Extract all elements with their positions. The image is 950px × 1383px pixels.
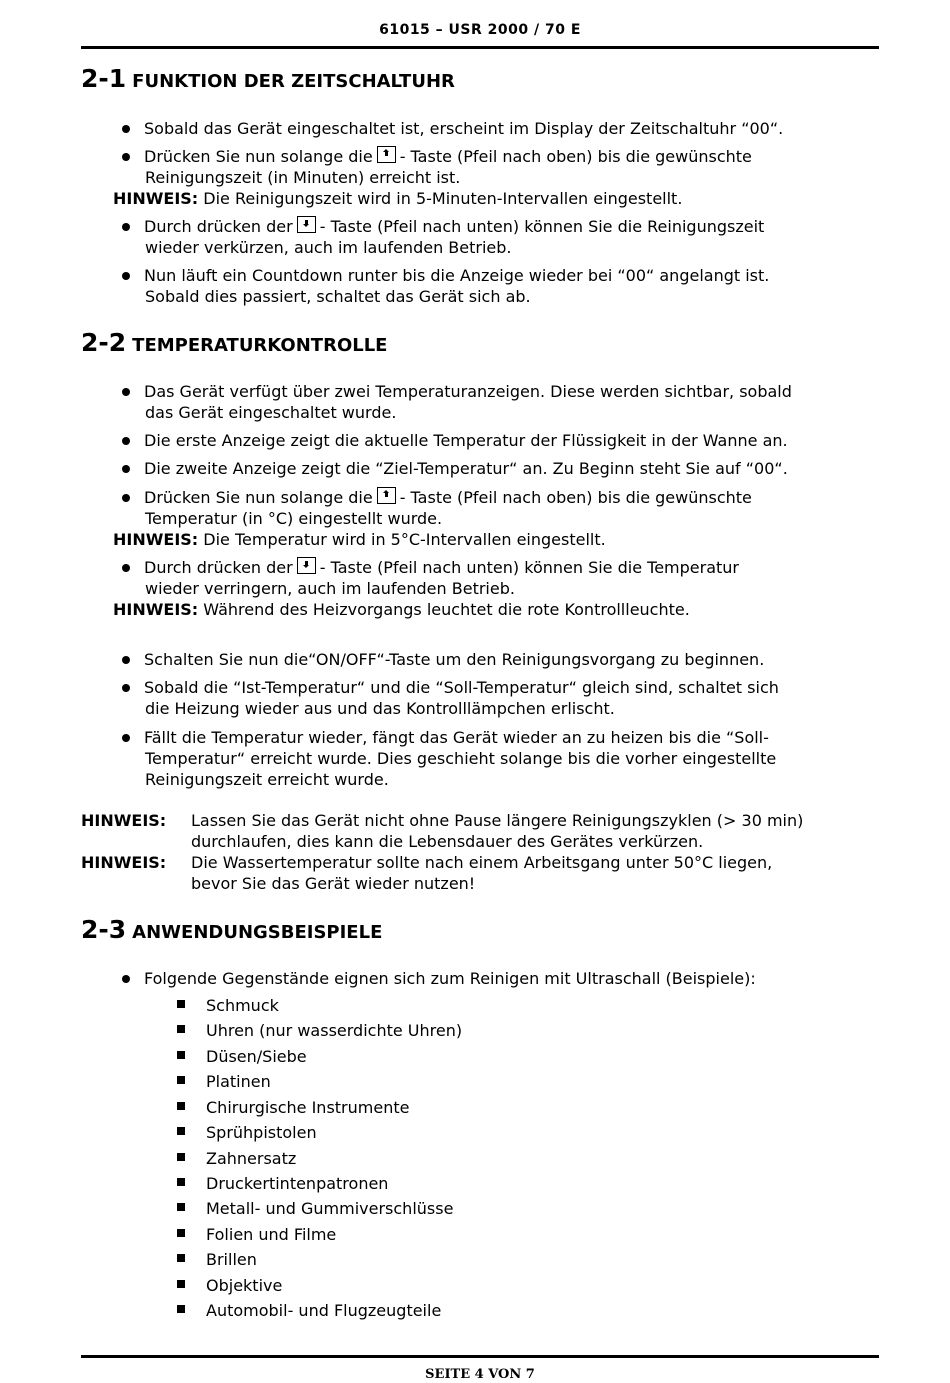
example-item: Metall- und Gummiverschlüsse <box>177 1198 453 1219</box>
bullet-icon <box>122 975 130 983</box>
list-item: Fällt die Temperatur wieder, fängt das Gerät wieder an zu heizen bis die “Soll- Temperatur“ erreicht wurde. Dies geschieht solange bis die vorher eingestellte Reinigungszeit erreicht wurde. <box>122 727 882 790</box>
list-item: Drücken Sie nun solange die - Taste (Pfeil nach oben) bis die gewünschte Temperatur (in °C) eingestellt wurde. <box>122 487 882 529</box>
note: HINWEIS: Die Reinigungszeit wird in 5-Minuten-Intervallen eingestellt. <box>113 189 683 208</box>
square-bullet-icon <box>177 1153 185 1161</box>
square-bullet-icon <box>177 1280 185 1288</box>
list-item: Durch drücken der - Taste (Pfeil nach unten) können Sie die Reinigungszeit wieder verkürzen, auch im laufenden Betrieb. <box>122 216 882 258</box>
header-rule <box>81 46 879 49</box>
document-header: 61015 – USR 2000 / 70 E <box>379 22 581 38</box>
square-bullet-icon <box>177 1203 185 1211</box>
section-title: ANWENDUNGSBEISPIELE <box>132 922 383 943</box>
square-bullet-icon <box>177 1051 185 1059</box>
list-item: Sobald das Gerät eingeschaltet ist, erscheint im Display der Zeitschaltuhr “00“. <box>122 118 882 139</box>
square-bullet-icon <box>177 1305 185 1313</box>
square-bullet-icon <box>177 1025 185 1033</box>
example-item: Zahnersatz <box>177 1148 296 1169</box>
section-number: 2-2 <box>81 328 127 357</box>
example-item: Chirurgische Instrumente <box>177 1097 409 1118</box>
example-item: Automobil- und Flugzeugteile <box>177 1300 441 1321</box>
list-item: Schalten Sie nun die“ON/OFF“-Taste um den Reinigungsvorgang zu beginnen. <box>122 649 882 670</box>
square-bullet-icon <box>177 1229 185 1237</box>
example-item: Folien und Filme <box>177 1224 336 1245</box>
example-item: Schmuck <box>177 995 279 1016</box>
note: HINWEIS: Die Temperatur wird in 5°C-Intervallen eingestellt. <box>113 530 606 549</box>
bullet-icon <box>122 272 130 280</box>
example-item: Sprühpistolen <box>177 1122 317 1143</box>
section-number: 2-3 <box>81 915 127 944</box>
arrow-down-key-icon <box>297 216 316 233</box>
bullet-icon <box>122 684 130 692</box>
bullet-icon <box>122 437 130 445</box>
bullet-icon <box>122 734 130 742</box>
square-bullet-icon <box>177 1254 185 1262</box>
square-bullet-icon <box>177 1076 185 1084</box>
square-bullet-icon <box>177 1000 185 1008</box>
bullet-icon <box>122 125 130 133</box>
bullet-icon <box>122 465 130 473</box>
example-item: Platinen <box>177 1071 271 1092</box>
list-item: Die erste Anzeige zeigt die aktuelle Temperatur der Flüssigkeit in der Wanne an. <box>122 430 882 451</box>
list-item: Nun läuft ein Countdown runter bis die Anzeige wieder bei “00“ angelangt ist. Sobald dies passiert, schaltet das Gerät sich ab. <box>122 265 882 307</box>
arrow-up-key-icon <box>377 487 396 504</box>
list-item: Die zweite Anzeige zeigt die “Ziel-Temperatur“ an. Zu Beginn steht Sie auf “00“. <box>122 458 882 479</box>
section-heading-2-2 <box>81 328 387 357</box>
arrow-down-key-icon <box>297 557 316 574</box>
bullet-icon <box>122 223 130 231</box>
warning-note: HINWEIS: Lassen Sie das Gerät nicht ohne Pause längere Reinigungszyklen (> 30 min) durchlaufen, dies kann die Lebensdauer des Gerätes verkürzen. <box>81 811 804 851</box>
bullet-icon <box>122 656 130 664</box>
square-bullet-icon <box>177 1102 185 1110</box>
section-heading-2-3 <box>81 915 382 944</box>
bullet-icon <box>122 494 130 502</box>
bullet-icon <box>122 564 130 572</box>
example-item: Objektive <box>177 1275 282 1296</box>
section-heading-2-1 <box>81 64 455 93</box>
bullet-icon <box>122 153 130 161</box>
list-item: Das Gerät verfügt über zwei Temperaturanzeigen. Diese werden sichtbar, sobald das Gerät eingeschaltet wurde. <box>122 381 882 423</box>
list-item: Folgende Gegenstände eignen sich zum Reinigen mit Ultraschall (Beispiele): <box>122 968 882 989</box>
arrow-up-key-icon <box>377 146 396 163</box>
square-bullet-icon <box>177 1127 185 1135</box>
list-item: Durch drücken der - Taste (Pfeil nach unten) können Sie die Temperatur wieder verringern, auch im laufenden Betrieb. <box>122 557 882 599</box>
example-item: Brillen <box>177 1249 257 1270</box>
list-item: Drücken Sie nun solange die - Taste (Pfeil nach oben) bis die gewünschte Reinigungszeit (in Minuten) erreicht ist. <box>122 146 882 188</box>
list-item: Sobald die “Ist-Temperatur“ und die “Soll-Temperatur“ gleich sind, schaltet sich die Heizung wieder aus und das Kontrolllämpchen erlischt. <box>122 677 882 719</box>
section-number: 2-1 <box>81 64 127 93</box>
example-item: Druckertintenpatronen <box>177 1173 388 1194</box>
bullet-icon <box>122 388 130 396</box>
note: HINWEIS: Während des Heizvorgangs leuchtet die rote Kontrollleuchte. <box>113 600 690 619</box>
section-title: FUNKTION DER ZEITSCHALTUHR <box>132 71 455 92</box>
page-number: SEITE 4 VON 7 <box>425 1367 535 1382</box>
example-item: Uhren (nur wasserdichte Uhren) <box>177 1020 462 1041</box>
warning-note: HINWEIS: Die Wassertemperatur sollte nach einem Arbeitsgang unter 50°C liegen, bevor Sie das Gerät wieder nutzen! <box>81 853 773 893</box>
section-title: TEMPERATURKONTROLLE <box>132 335 388 356</box>
square-bullet-icon <box>177 1178 185 1186</box>
footer-rule <box>81 1355 879 1358</box>
example-item: Düsen/Siebe <box>177 1046 307 1067</box>
